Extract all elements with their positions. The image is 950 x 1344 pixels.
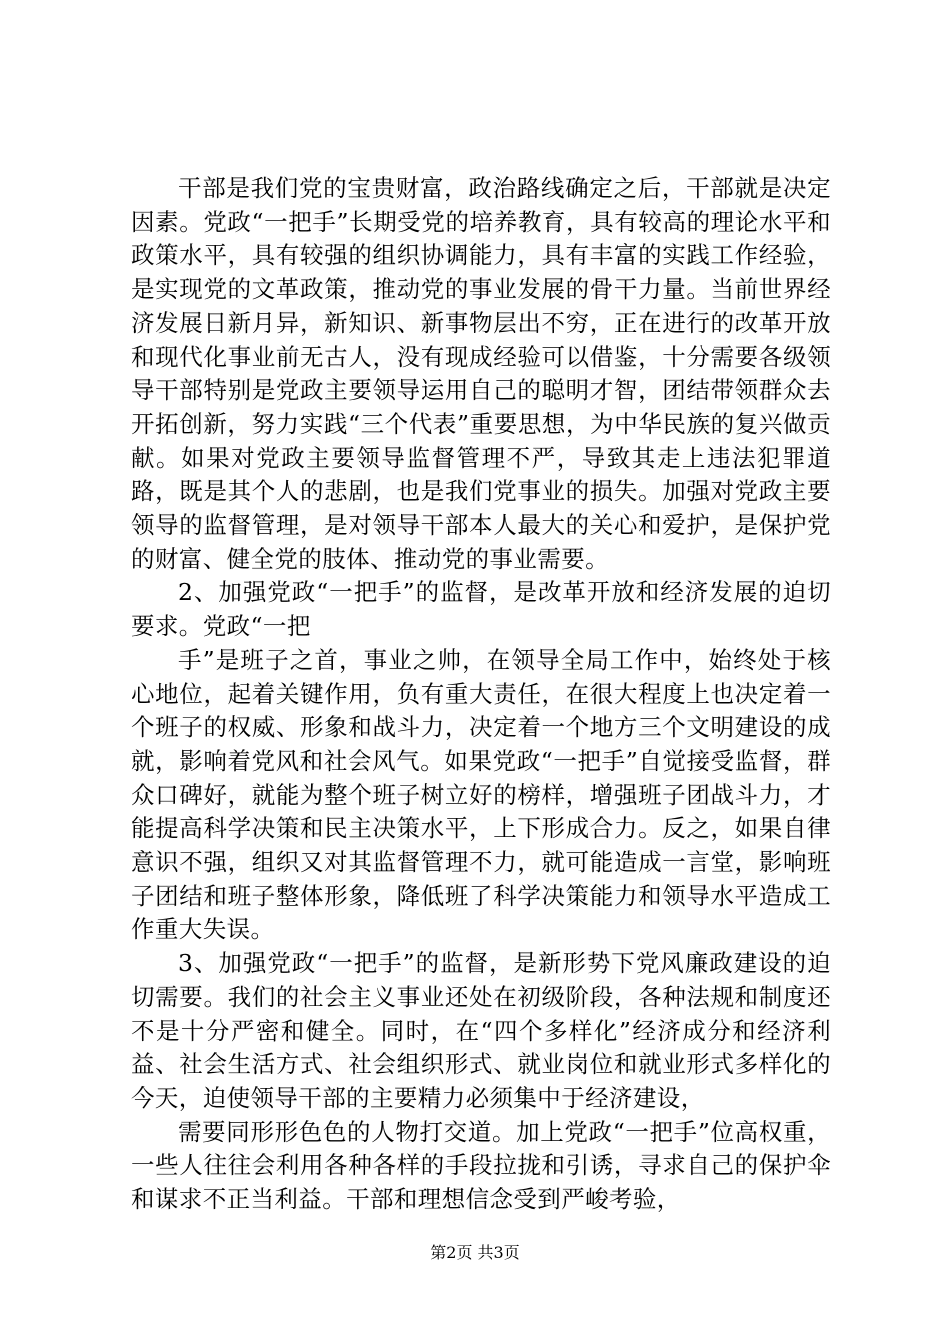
paragraph-point-2-heading: 2、加强党政“一把手”的监督，是改革开放和经济发展的迫切要求。党政“一把 xyxy=(131,578,831,641)
paragraph-point-3: 3、加强党政“一把手”的监督，是新形势下党风廉政建设的迫切需要。我们的社会主义事业还处在初级阶段，各种法规和制度还不是十分严密和健全。同时，在“四个多样化”经济成分和经济利益、社会生活方式、社会组织形式、就业岗位和就业形式多样化的今天，迫使领导干部的主要精力必须集中于经济建设， xyxy=(131,949,831,1112)
paragraph-continuation: 需要同形形色色的人物打交道。加上党政“一把手”位高权重，一些人往往会利用各种各样的手段拉拢和引诱，寻求自己的保护伞和谋求不正当利益。干部和理想信念受到严峻考验， xyxy=(131,1117,831,1214)
document-body xyxy=(131,172,831,1217)
page-number-footer: 第2页 共3页 xyxy=(430,1243,520,1262)
paragraph-point-2-body: 手”是班子之首，事业之帅，在领导全局工作中，始终处于核心地位，起着关键作用，负有重大责任，在很大程度上也决定着一个班子的权威、形象和战斗力，决定着一个地方三个文明建设的成就，影响着党风和社会风气。如果党政“一把手”自觉接受监督，群众口碑好，就能为整个班子树立好的榜样，增强班子团战斗力，才能提高科学决策和民主决策水平，上下形成合力。反之，如果自律意识不强，组织又对其监督管理不力，就可能造成一言堂，影响班子团结和班子整体形象，降低班了科学决策能力和领导水平造成工作重大失误。 xyxy=(131,645,831,944)
paragraph-cadres-wealth: 干部是我们党的宝贵财富，政治路线确定之后，干部就是决定因素。党政“一把手”长期受党的培养教育，具有较高的理论水平和政策水平，具有较强的组织协调能力，具有丰富的实践工作经验，是实现党的文革政策，推动党的事业发展的骨干力量。当前世界经济发展日新月异，新知识、新事物层出不穷，正在进行的改革开放和现代化事业前无古人，没有现成经验可以借鉴，十分需要各级领导干部特别是党政主要领导运用自己的聪明才智，团结带领群众去开拓创新，努力实践“三个代表”重要思想，为中华民族的复兴做贡献。如果对党政主要领导监督管理不严，导致其走上违法犯罪道路，既是其个人的悲剧，也是我们党事业的损失。加强对党政主要领导的监督管理，是对领导干部本人最大的关心和爱护，是保护党的财富、健全党的肢体、推动党的事业需要。 xyxy=(131,174,831,573)
